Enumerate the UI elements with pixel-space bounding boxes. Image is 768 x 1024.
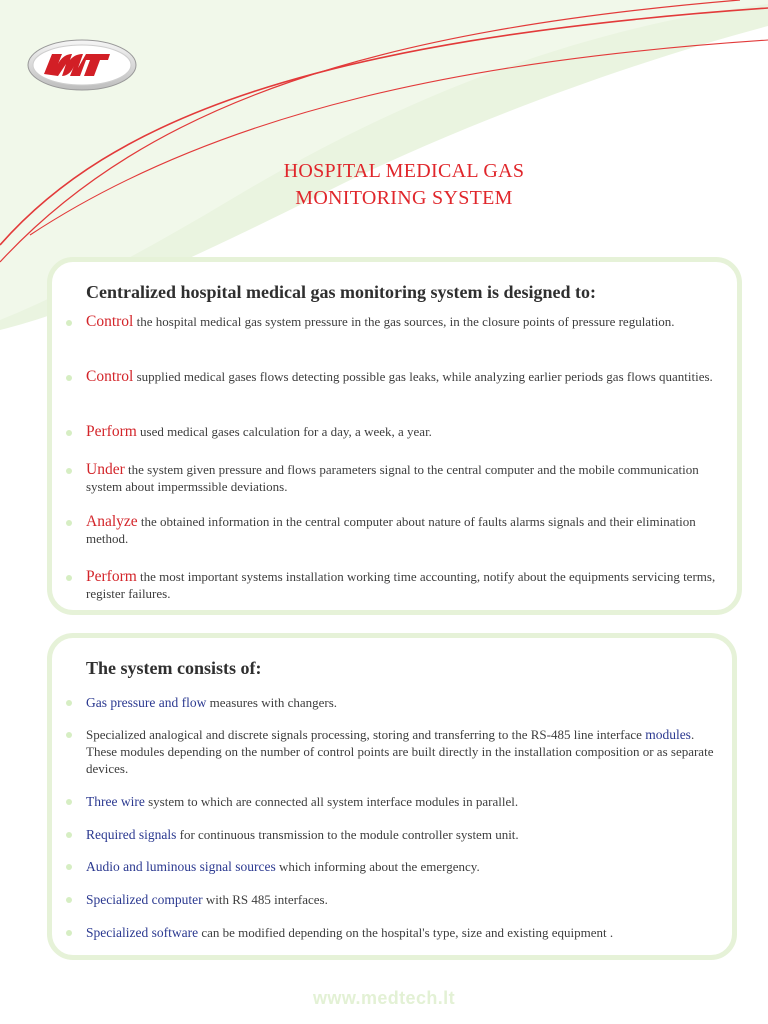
bullet-icon: [66, 520, 72, 526]
bullet-icon: [66, 375, 72, 381]
website-link[interactable]: www.medtech.lt: [313, 988, 455, 1008]
components-panel: [47, 633, 737, 960]
component-item: [86, 726, 714, 777]
component-text: with RS 485 interfaces.: [202, 892, 328, 907]
component-item: [86, 826, 714, 843]
purpose-text: used medical gases calculation for a day, a week, a year.: [136, 424, 432, 439]
bullet-icon: [66, 832, 72, 838]
component-text: for continuous transmission to the module controller system unit.: [176, 827, 519, 842]
component-text: system to which are connected all system interface modules in parallel.: [144, 794, 519, 809]
bullet-icon: [66, 320, 72, 326]
purpose-keyword: Perform: [86, 423, 137, 440]
purpose-text: the obtained information in the central computer about nature of faults alarms signals and their elimination method.: [86, 514, 696, 546]
component-item: [86, 891, 714, 908]
bullet-icon: [66, 799, 72, 805]
bullet-icon: [66, 930, 72, 936]
component-text: . These modules depending on the number of control points are built directly in the installation composition or as separate devices.: [86, 727, 714, 776]
component-item: [86, 858, 714, 875]
purpose-keyword: Under: [86, 461, 125, 478]
component-item: [86, 924, 714, 941]
purpose-text: the system given pressure and flows parameters signal to the central computer and the mobile communication system about impermssible deviations.: [86, 462, 699, 494]
bullet-icon: [66, 700, 72, 706]
components-heading: The system consists of:: [86, 658, 262, 678]
component-item: [86, 694, 714, 711]
purpose-item: [86, 513, 719, 547]
bullet-icon: [66, 864, 72, 870]
page-title: [0, 158, 768, 212]
company-logo: [26, 38, 138, 92]
bullet-icon: [66, 897, 72, 903]
component-pre-text: Specialized analogical and discrete signals processing, storing and transferring to the RS-485 line interface: [86, 727, 646, 742]
component-keyword: Specialized software: [86, 925, 199, 940]
purpose-keyword: Analyze: [86, 513, 138, 530]
component-text: measures with changers.: [206, 695, 338, 710]
purpose-text: the hospital medical gas system pressure in the gas sources, in the closure points of pressure regulation.: [133, 314, 675, 329]
purpose-keyword: Control: [86, 368, 134, 385]
component-item: [86, 793, 714, 810]
component-text: which informing about the emergency.: [275, 859, 480, 874]
purpose-item: [86, 423, 719, 440]
purpose-item: [86, 368, 719, 385]
bullet-icon: [66, 732, 72, 738]
page-title-line1: HOSPITAL MEDICAL GAS: [283, 160, 525, 182]
component-keyword: Audio and luminous signal sources: [86, 859, 276, 874]
component-keyword: Specialized computer: [86, 892, 203, 907]
component-text: can be modified depending on the hospital's type, size and existing equipment .: [198, 925, 614, 940]
bullet-icon: [66, 430, 72, 436]
bullet-icon: [66, 575, 72, 581]
purpose-keyword: Control: [86, 313, 134, 330]
purpose-heading: Centralized hospital medical gas monitoring system is designed to:: [86, 282, 596, 302]
purpose-text: supplied medical gases flows detecting possible gas leaks, while analyzing earlier periods gas flows quantities.: [133, 369, 713, 384]
component-keyword: Gas pressure and flow: [86, 695, 207, 710]
purpose-panel: [47, 257, 742, 615]
purpose-keyword: Perform: [86, 568, 137, 585]
page-title-line2: MONITORING SYSTEM: [295, 187, 513, 209]
component-keyword: Three wire: [86, 794, 145, 809]
purpose-item: [86, 461, 719, 495]
purpose-text: the most important systems installation working time accounting, notify about the equipments servicing terms, register failures.: [86, 569, 716, 601]
component-keyword: Required signals: [86, 827, 177, 842]
bullet-icon: [66, 468, 72, 474]
component-keyword: modules: [645, 727, 691, 742]
purpose-item: [86, 313, 719, 330]
purpose-item: [86, 568, 719, 602]
